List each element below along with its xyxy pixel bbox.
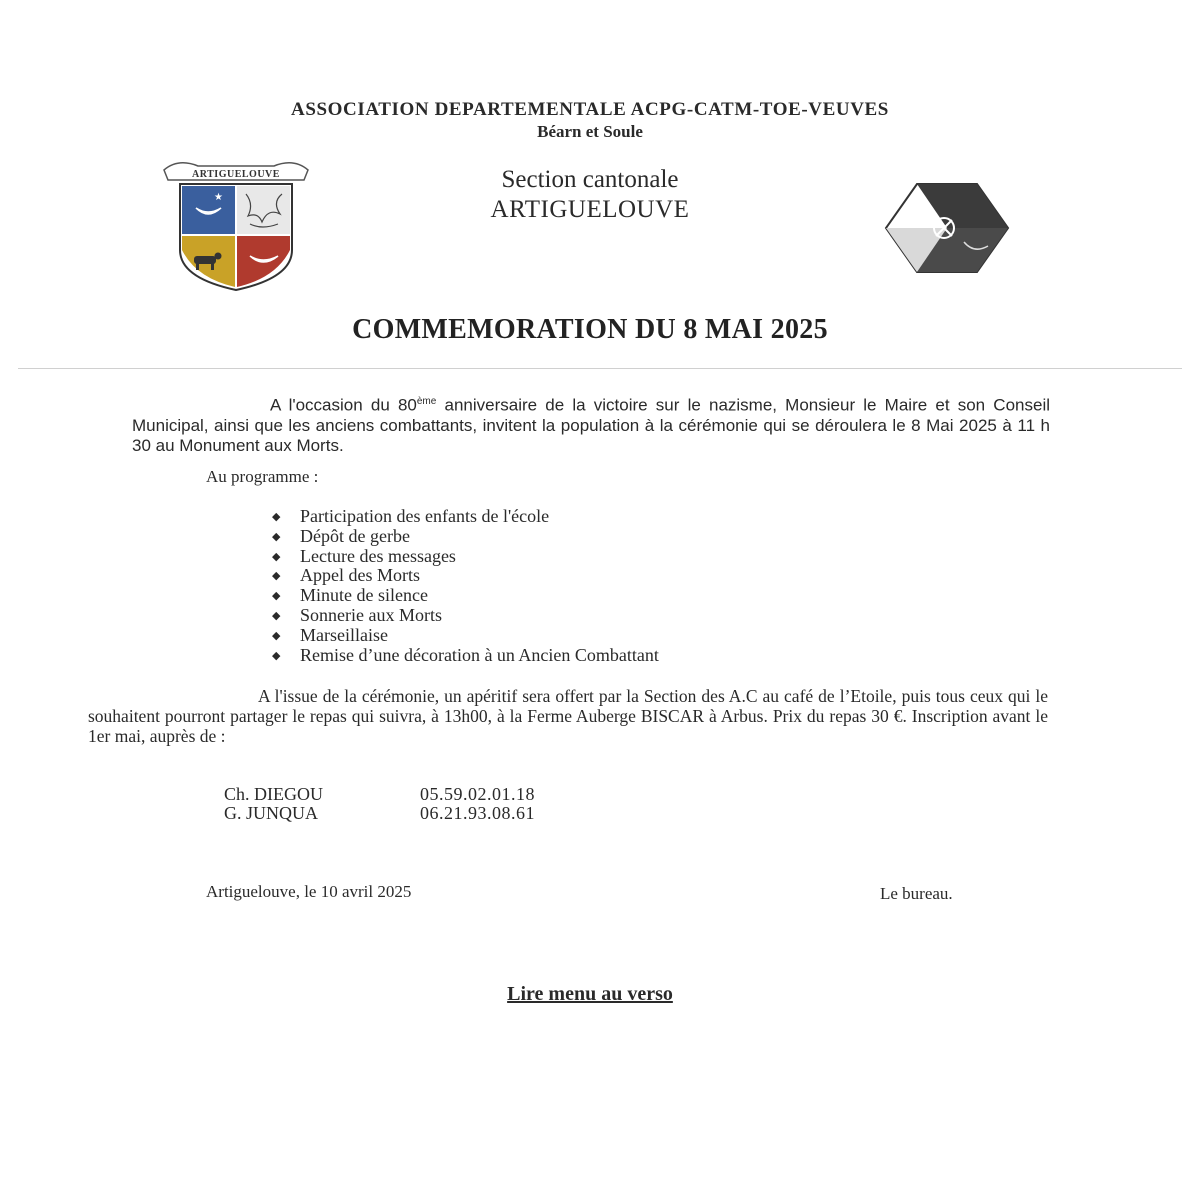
diamond-bullet-icon: ◆	[272, 590, 281, 603]
program-item: ◆ Marseillaise	[272, 624, 388, 645]
program-item: ◆ Remise d’une décoration à un Ancien Combattant	[272, 644, 659, 665]
diamond-bullet-icon: ◆	[272, 649, 281, 662]
organization-region: Béarn et Soule	[537, 122, 643, 141]
section-label: Section cantonale	[501, 166, 679, 193]
program-item: ◆ Lecture des messages	[272, 545, 456, 566]
diamond-bullet-icon: ◆	[272, 550, 281, 563]
contact-phone: 06.21.93.08.61	[420, 803, 535, 823]
intro-paragraph: A l'occasion du 80ème anniversaire de la victoire sur le nazisme, Monsieur le Maire et son Conseil Municipal, ainsi que les anciens combattants, invitent la population à la cérémonie qui se déroulera le 8 Mai 2025 à 11 h 30 au Monument aux Morts.	[132, 395, 1050, 455]
diamond-bullet-icon: ◆	[272, 629, 281, 642]
crest-banner-text: ARTIGUELOUVE	[192, 169, 280, 180]
program-item: ◆ Participation des enfants de l'école	[272, 506, 550, 526]
town-coat-of-arms-icon	[158, 158, 314, 292]
place-and-date: Artiguelouve, le 10 avril 2025	[206, 882, 412, 901]
contact-phone: 05.59.02.01.18	[420, 784, 535, 804]
organization-title: ASSOCIATION DEPARTEMENTALE ACPG-CATM-TOE-VEUVES	[291, 99, 889, 120]
program-item: ◆ Sonnerie aux Morts	[272, 604, 442, 625]
program-item: ◆ Dépôt de gerbe	[272, 525, 410, 546]
section-name: ARTIGUELOUVE	[490, 196, 690, 223]
diamond-bullet-icon: ◆	[272, 530, 281, 543]
diamond-bullet-icon: ◆	[272, 570, 281, 583]
signature: Le bureau.	[880, 884, 953, 903]
program-label: Au programme :	[206, 467, 319, 486]
svg-text:★: ★	[214, 192, 223, 203]
contact-name: G. JUNQUA	[224, 803, 318, 823]
diamond-bullet-icon: ◆	[272, 511, 281, 523]
diamond-bullet-icon: ◆	[272, 609, 281, 622]
after-ceremony-paragraph: A l'issue de la cérémonie, un apéritif sera offert par la Section des A.C au café de l’Etoile, puis tous ceux qui le souhaitent pourront partager le repas qui suivra, à 13h00, à la Ferme Auberge BISCAR à Arbus. Prix du repas 30 €. Inscription avant le 1er mai, auprès de :	[88, 686, 1048, 746]
title-divider	[18, 368, 1182, 369]
program-list	[272, 507, 659, 665]
document-title: COMMEMORATION DU 8 MAI 2025	[352, 314, 828, 345]
program-item: ◆ Appel des Morts	[272, 565, 420, 586]
menu-note: Lire menu au verso	[507, 983, 673, 1005]
contact-name: Ch. DIEGOU	[224, 784, 323, 804]
program-item: ◆ Minute de silence	[272, 585, 428, 606]
veterans-association-emblem-icon	[884, 182, 1010, 274]
